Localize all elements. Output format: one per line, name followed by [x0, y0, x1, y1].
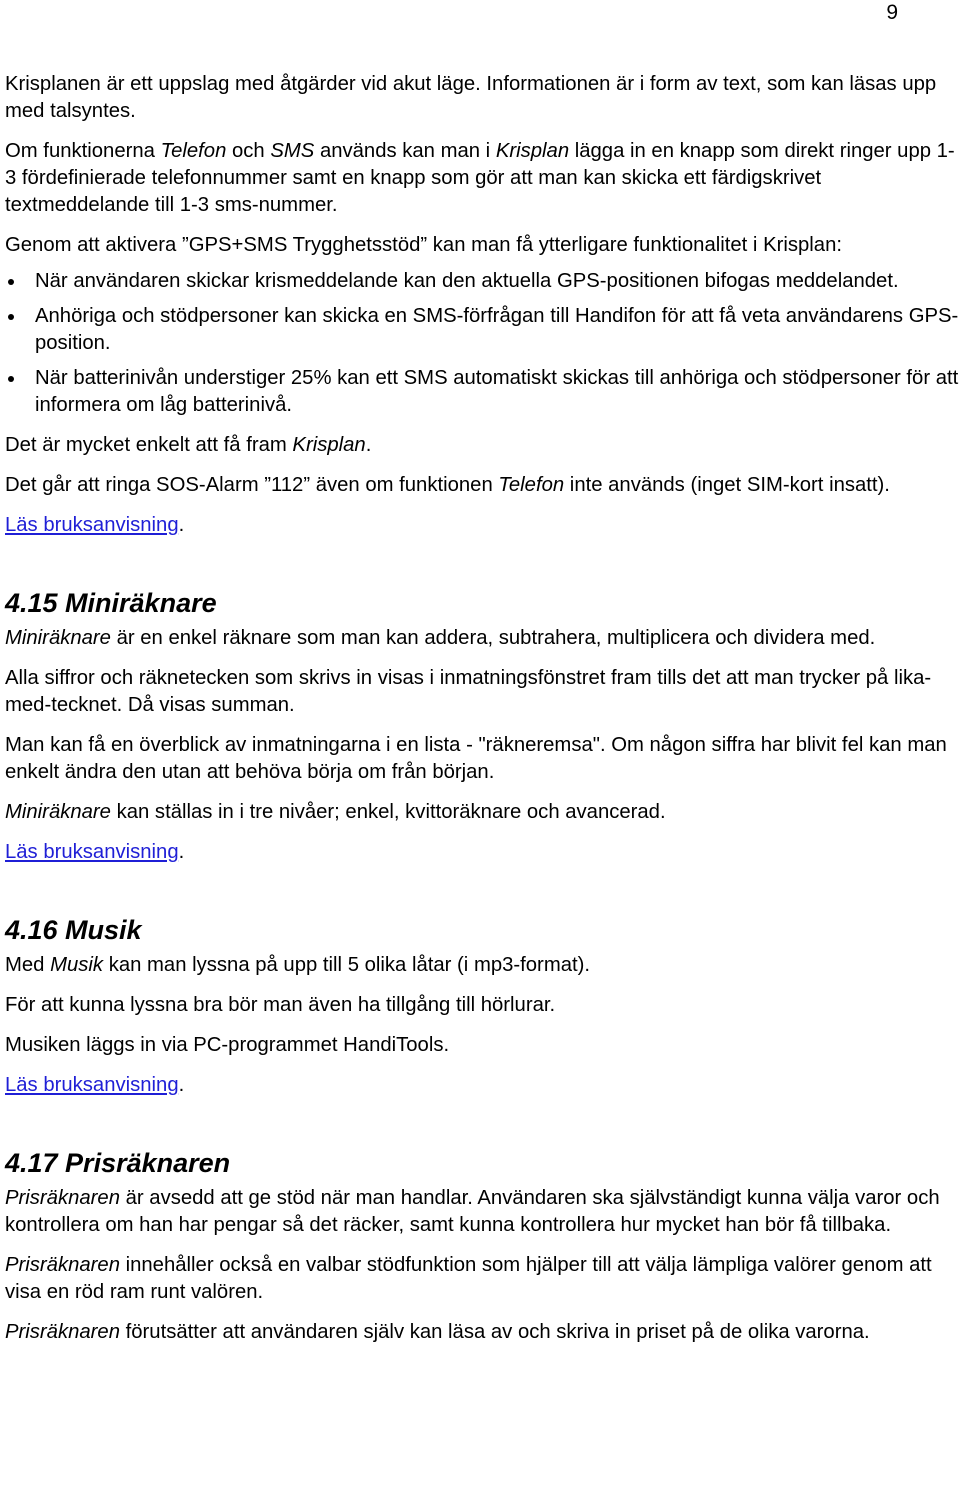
prisraknaren-intro: Prisräknaren är avsedd att ge stöd när man handlar. Användaren ska självständigt kunna välja varor och kontrollera om han har pengar så det räcker, samt kunna kontrollera hur mycket han bör få tillbaka. — [5, 1187, 940, 1236]
miniraknare-levels: Miniräknare kan ställas in i tre nivåer; enkel, kvittoräknare och avancerad. — [5, 801, 666, 823]
bullet-icon — [8, 279, 14, 285]
musik-pc: Musiken läggs in via PC-programmet HandiTools. — [5, 1034, 450, 1056]
bullet-icon — [8, 314, 14, 320]
miniraknare-section — [5, 587, 960, 866]
miniraknare-heading: 4.15 Miniräknare — [5, 588, 217, 618]
document-body — [5, 71, 960, 1359]
krisplan-gps-intro: Genom att aktivera ”GPS+SMS Trygghetsstöd” kan man få ytterligare funktionalitet i Krisplan: — [5, 234, 842, 256]
miniraknare-input: Alla siffror och räknetecken som skrivs in visas i inmatningsfönstret fram tills det att man trycker på lika-med-tecknet. Då visas summan. — [5, 667, 932, 716]
list-item: När användaren skickar krismeddelande kan den aktuella GPS-positionen bifogas meddelandet. — [5, 268, 960, 295]
prisraknaren-section — [5, 1147, 960, 1346]
krisplan-easy: Det är mycket enkelt att få fram Krisplan. — [5, 434, 372, 456]
musik-manual: Läs bruksanvisning. — [5, 1074, 185, 1096]
krisplan-manual-link[interactable]: Läs bruksanvisning — [5, 514, 179, 536]
musik-intro: Med Musik kan man lyssna på upp till 5 olika låtar (i mp3-format). — [5, 954, 591, 976]
krisplan-section — [5, 71, 960, 539]
bullet-icon — [8, 376, 14, 382]
musik-manual-link[interactable]: Läs bruksanvisning — [5, 1074, 179, 1096]
krisplan-manual: Läs bruksanvisning. — [5, 514, 185, 536]
krisplan-intro: Krisplanen är ett uppslag med åtgärder vid akut läge. Informationen är i form av text, som kan läsas upp med talsyntes. — [5, 73, 937, 122]
musik-headphones: För att kunna lyssna bra bör man även ha tillgång till hörlurar. — [5, 994, 556, 1016]
prisraknaren-requirement: Prisräknaren förutsätter att användaren själv kan läsa av och skriva in priset på de olika varorna. — [5, 1321, 870, 1343]
krisplan-gps-list — [5, 268, 960, 419]
page-number: 9 — [886, 1, 898, 24]
prisraknaren-support: Prisräknaren innehåller också en valbar stödfunktion som hjälper till att välja lämpliga valörer genom att visa en röd ram runt valören. — [5, 1254, 932, 1303]
prisraknaren-heading: 4.17 Prisräknaren — [5, 1148, 231, 1178]
list-item: Anhöriga och stödpersoner kan skicka en SMS-förfrågan till Handifon för att få veta användarens GPS-position. — [5, 303, 960, 357]
krisplan-telefon-sms: Om funktionerna Telefon och SMS används kan man i Krisplan lägga in en knapp som direkt ringer upp 1-3 fördefinierade telefonnummer samt en knapp som gör att man kan skicka ett färdigskrivet textmeddelande till 1-3 sms-nummer. — [5, 140, 955, 216]
miniraknare-manual: Läs bruksanvisning. — [5, 841, 185, 863]
miniraknare-tape: Man kan få en överblick av inmatningarna i en lista - "räkneremsa". Om någon siffra har blivit fel kan man enkelt ändra den utan att behöva börja om från början. — [5, 734, 947, 783]
musik-heading: 4.16 Musik — [5, 915, 142, 945]
krisplan-sos: Det går att ringa SOS-Alarm ”112” även om funktionen Telefon inte används (inget SIM-kort insatt). — [5, 474, 890, 496]
list-item: När batterinivån understiger 25% kan ett SMS automatiskt skickas till anhöriga och stödpersoner för att informera om låg batterinivå. — [5, 365, 960, 419]
miniraknare-manual-link[interactable]: Läs bruksanvisning — [5, 841, 179, 863]
miniraknare-intro: Miniräknare är en enkel räknare som man kan addera, subtrahera, multiplicera och dividera med. — [5, 627, 876, 649]
musik-section — [5, 914, 960, 1099]
